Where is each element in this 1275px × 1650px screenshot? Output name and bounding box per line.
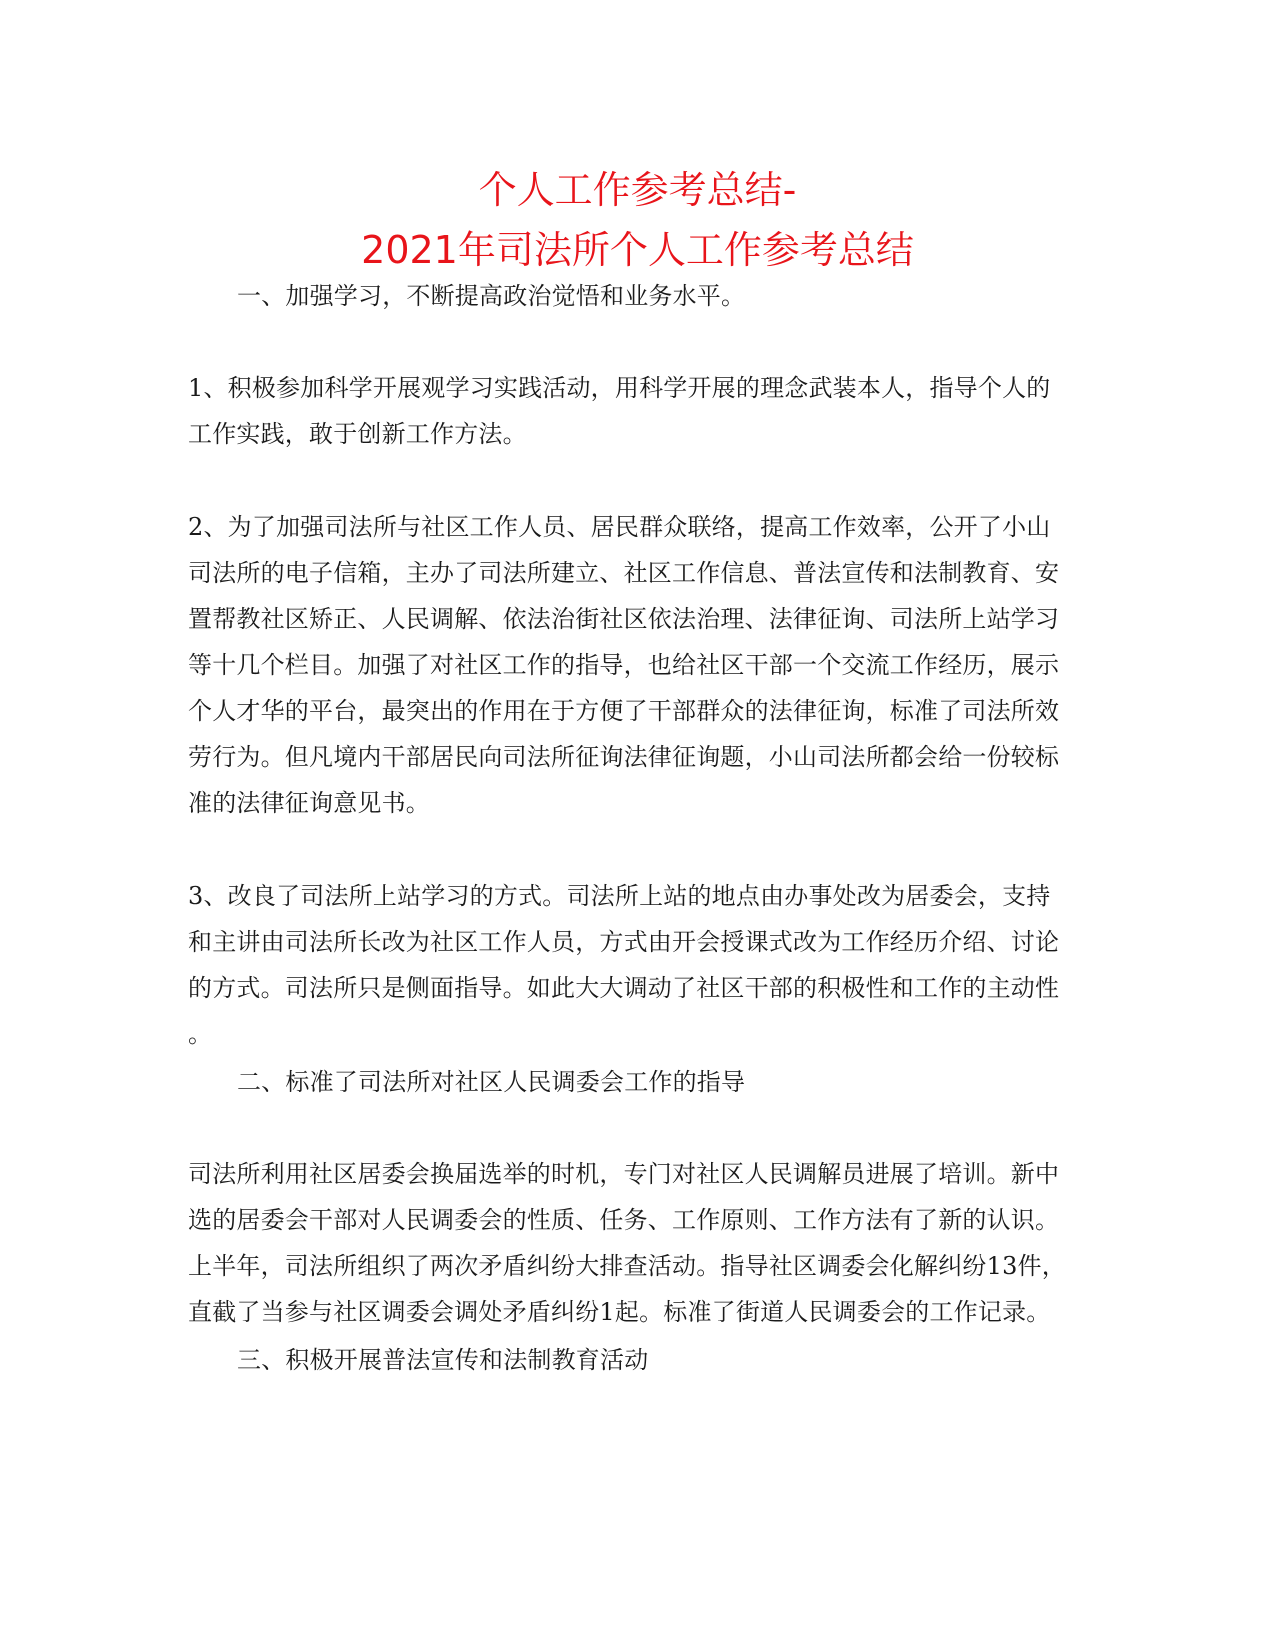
section-heading-2: 二、标准了司法所对社区人民调委会工作的指导 — [237, 1068, 746, 1096]
paragraph-line: 1、积极参加科学开展观学习实践活动，用科学开展的理念武装本人，指导个人的 — [188, 374, 1051, 402]
paragraph-line: 司法所利用社区居委会换届选举的时机，专门对社区人民调解员进展了培训。新中 — [188, 1160, 1060, 1188]
document-title-line-1: 个人工作参考总结- — [478, 168, 797, 212]
paragraph-line: 的方式。司法所只是侧面指导。如此大大调动了社区干部的积极性和工作的主动性 — [188, 974, 1060, 1002]
paragraph-line: 3、改良了司法所上站学习的方式。司法所上站的地点由办事处改为居委会，支持 — [188, 882, 1051, 910]
paragraph-line: 选的居委会干部对人民调委会的性质、任务、工作原则、工作方法有了新的认识。 — [188, 1206, 1060, 1234]
document-title-line-2: 2021年司法所个人工作参考总结 — [361, 228, 914, 272]
paragraph-line: 个人才华的平台，最突出的作用在于方便了干部群众的法律征询，标准了司法所效 — [188, 697, 1060, 725]
paragraph-line: 准的法律征询意见书。 — [188, 789, 430, 817]
paragraph-line: 等十几个栏目。加强了对社区工作的指导，也给社区干部一个交流工作经历，展示 — [188, 651, 1060, 679]
paragraph-line: 2、为了加强司法所与社区工作人员、居民群众联络，提高工作效率，公开了小山 — [188, 513, 1051, 541]
paragraph-line: 工作实践，敢于创新工作方法。 — [188, 420, 527, 448]
section-heading-1: 一、加强学习，不断提高政治觉悟和业务水平。 — [237, 282, 746, 310]
section-heading-3: 三、积极开展普法宣传和法制教育活动 — [237, 1346, 649, 1374]
paragraph-line: 直截了当参与社区调委会调处矛盾纠纷1起。标准了街道人民调委会的工作记录。 — [188, 1298, 1051, 1326]
paragraph-line: 和主讲由司法所长改为社区工作人员，方式由开会授课式改为工作经历介绍、讨论 — [188, 928, 1060, 956]
paragraph-line: 置帮教社区矫正、人民调解、依法治街社区依法治理、法律征询、司法所上站学习 — [188, 605, 1060, 633]
paragraph-line: 上半年，司法所组织了两次矛盾纠纷大排查活动。指导社区调委会化解纠纷13件， — [188, 1252, 1066, 1280]
paragraph-line: 司法所的电子信箱，主办了司法所建立、社区工作信息、普法宣传和法制教育、安 — [188, 559, 1060, 587]
paragraph-line: 劳行为。但凡境内干部居民向司法所征询法律征询题，小山司法所都会给一份较标 — [188, 743, 1060, 771]
paragraph-line: 。 — [188, 1020, 213, 1048]
